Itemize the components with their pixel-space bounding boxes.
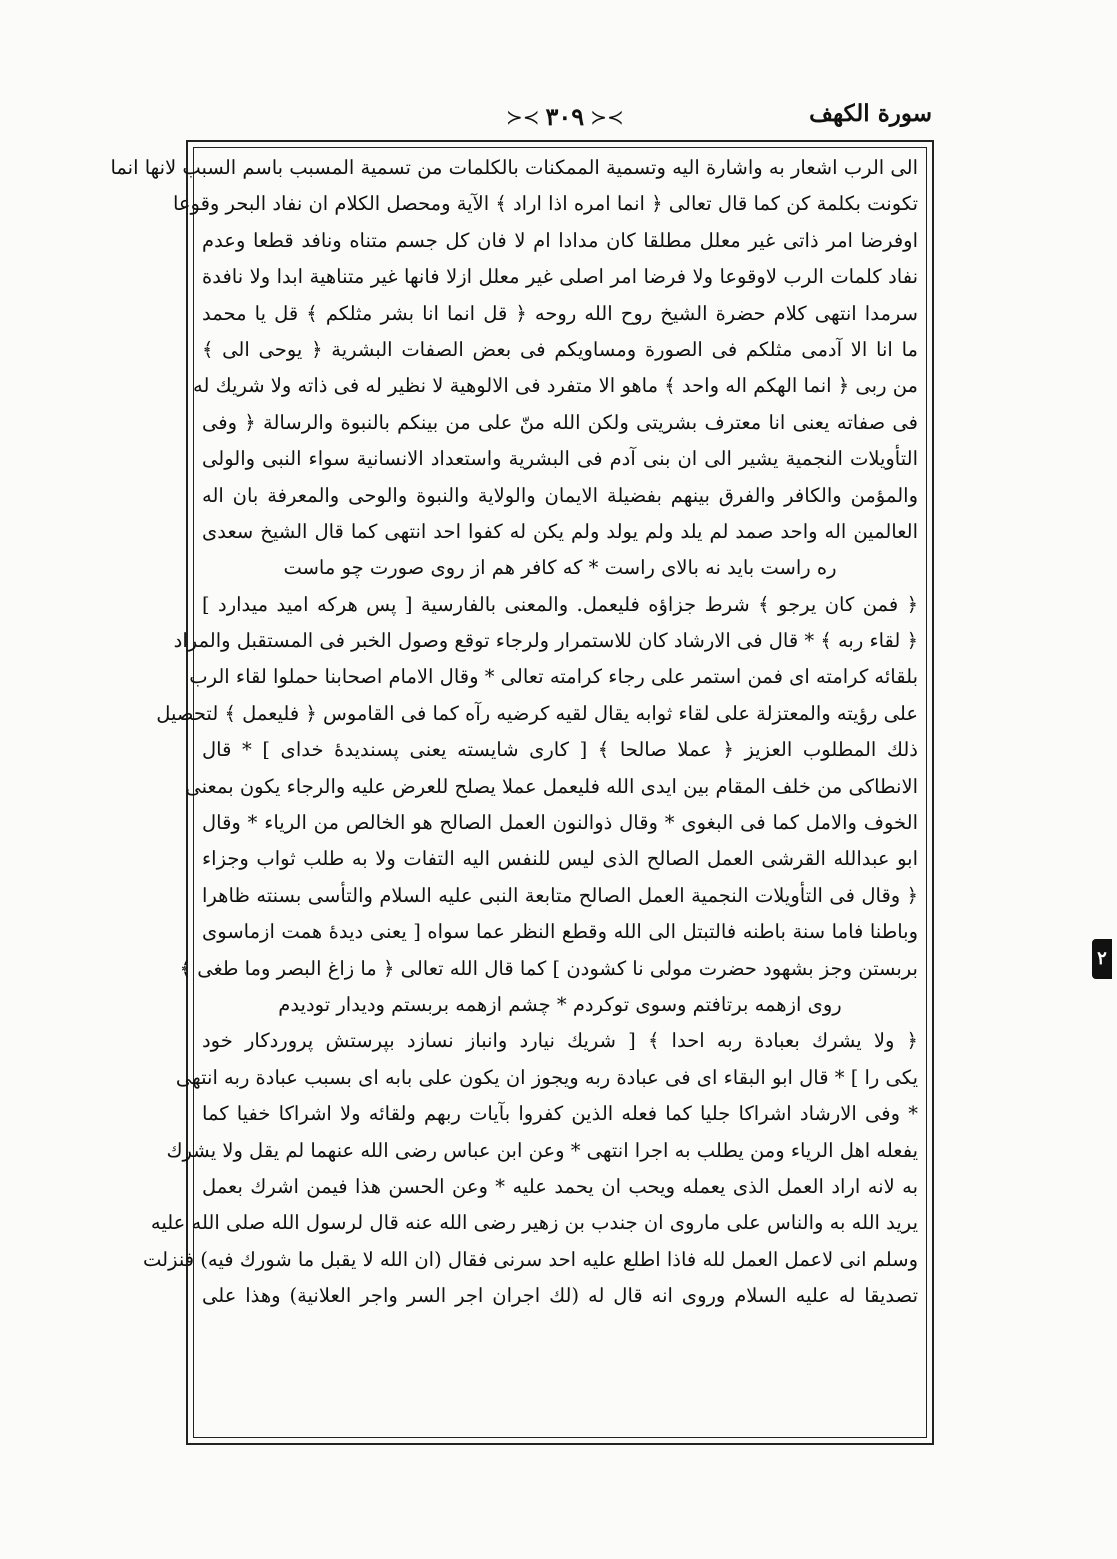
text-line: ﴿ فمن كان يرجو ﴾ شرط جزاؤه فليعمل. والمعنى بالفارسية [ پس هركه اميد ميدارد ] [202, 592, 918, 616]
page-header [186, 100, 936, 134]
page-number: ٣٠٩ [545, 102, 585, 131]
text-line: الخوف والامل كما فى البغوى * وقال ذوالنون العمل الصالح هو الخالص من الرياء * وقال [202, 811, 918, 835]
text-line: ﴿ ولا يشرك بعبادة ربه احدا ﴾ [ شريك نيارد وانباز نسازد بپرستش پروردكار خود [202, 1029, 918, 1053]
text-line: ما انا الا آدمى مثلكم فى الصورة ومساويكم فى بعض الصفات البشرية ﴿ يوحى الى ﴾ [202, 337, 918, 361]
surah-name: سورة الكهف [809, 100, 932, 127]
text-line: به لانه اراد العمل الذى يعمله ويحب ان يحمد عليه * وعن الحسن هذا فيمن اشرك بعمل [202, 1174, 918, 1198]
text-line: ابو عبدالله القرشى العمل الصالح الذى ليس للنفس اليه التفات ولا به طلب ثواب وجزاء [202, 847, 918, 871]
text-line: وباطنا فاما سنة باطنه فالتبتل الى الله وقطع النظر عما سواه [ يعنى ديدهٔ همت ازماسوى [202, 920, 918, 944]
text-line: تصديقا له عليه السلام وروى انه قال له (لك اجران اجر السر واجر العلانية) وهذا على [202, 1284, 918, 1308]
verse-line: روى ازهمه برتافتم وسوى توكردم * چشم ازهمه بربستم وديدار توديدم [278, 992, 842, 1016]
text-line: يكى را ] * قال ابو البقاء اى فى عبادة ربه ويجوز ان يكون على بابه اى بسبب عبادة ربه انتهى [175, 1065, 918, 1089]
verse-line: ره راست بايد نه بالاى راست * كه كافر هم از روى صورت چو ماست [283, 556, 837, 580]
text-line: * وفى الارشاد اشراكا جليا كما فعله الذين كفروا بآيات ربهم ولقائه ولا اشراكا خفيا كما [202, 1102, 918, 1126]
text-line: من ربى ﴿ انما الهكم اله واحد ﴾ ماهو الا متفرد فى الالوهية لا نظير له فى ذاته ولا شريك له [192, 374, 918, 398]
text-line: فى صفاته يعنى انا معترف بشريتى ولكن الله منّ على من بينكم بالنبوة والرسالة ﴿ وفى [202, 410, 918, 434]
text-line: بربستن وجز بشهود حضرت مولى نا كشودن ] كما قال الله تعالى ﴿ ما زاغ البصر وما طغى ﴾ [179, 956, 918, 980]
text-line: تكونت بكلمة كن كما قال تعالى ﴿ انما امره اذا اراد ﴾ الآية ومحصل الكلام ان نفاد البحر وقوعا [172, 192, 918, 216]
text-line: الى الرب اشعار به واشارة اليه وتسمية الممكنات بالكلمات من تسمية المسبب باسم السبب لانها انما [110, 156, 918, 179]
text-line: وسلم انى لاعمل العمل لله فاذا اطلع عليه احد سرنى فقال (ان الله لا يقبل ما شورك فيه) فنزلت [143, 1247, 918, 1271]
text-line: ﴿ وقال فى التأويلات النجمية العمل الصالح متابعة النبى عليه السلام والتأسى بسنته ظاهرا [202, 883, 918, 907]
text-line: يريد الله به والناس على ماروى ان جندب بن زهير رضى الله عنه قال لرسول الله صلى الله عليه [150, 1211, 918, 1235]
margin-section-marker: ٢ [1092, 939, 1112, 979]
text-line: سرمدا انتهى كلام حضرة الشيخ روح الله روحه ﴿ قل انما انا بشر مثلكم ﴾ قل يا محمد [202, 301, 918, 325]
text-body [110, 150, 918, 1315]
text-line: اوفرضا امر ذاتى غير معلل مطلقا كان مدادا ام لا فان كل جسم متناه ونافد قطعا وعدم [202, 228, 918, 252]
text-line: العالمين اله واحد صمد لم يلد ولم يولد ولم يكن له كفوا احد انتهى كما قال الشيخ سعدى [202, 519, 918, 543]
text-frame [110, 140, 934, 1445]
page-number-group [506, 102, 624, 131]
text-line: يفعله اهل الرياء ومن يطلب به اجرا انتهى * وعن ابن عباس رضى الله عنهما لم يقل ولا يشرك [166, 1138, 918, 1162]
text-line: الانطاكى من خلف المقام بين ايدى الله فليعمل عملا يصلح للعرض عليه والرجاء يكون بمعنى [185, 774, 918, 798]
text-line: ذلك المطلوب العزيز ﴿ عملا صالحا ﴾ [ كارى شايسته يعنى پسنديدهٔ خداى ] * قال [202, 738, 918, 762]
ornament-left-icon: ≻≺ [506, 104, 540, 129]
text-line: بلقائه كرامته اى فمن استمر على رجاء كرامته تعالى * وقال الامام اصحابنا حملوا لقاء الرب [189, 665, 918, 689]
text-line: ﴿ لقاء ربه ﴾ * قال فى الارشاد كان للاستمرار ولرجاء توقع وصول الخبر فى المستقبل والمراد [173, 629, 918, 653]
text-line: والمؤمن والكافر والفرق بينهم بفضيلة الايمان والولاية والنبوة والوحى والمعرفة بان اله [202, 483, 918, 507]
text-line: على رؤيته والمعتزلة على لقاء ثوابه يقال لقيه كرضيه رآه كما فى القاموس ﴿ فليعمل ﴾ لتحصيل [156, 701, 918, 725]
text-line: التأويلات النجمية يشير الى ان بنى آدم فى البشرية واستعداد الانسانية سواء النبى والولى [202, 447, 918, 471]
text-line: نفاد كلمات الرب لاوقوعا ولا فرضا امر اصلى غير معلل ازلا فانها غير متناهية ابدا ولا نافدة [202, 265, 918, 289]
ornament-right-icon: ≻≺ [590, 104, 624, 129]
